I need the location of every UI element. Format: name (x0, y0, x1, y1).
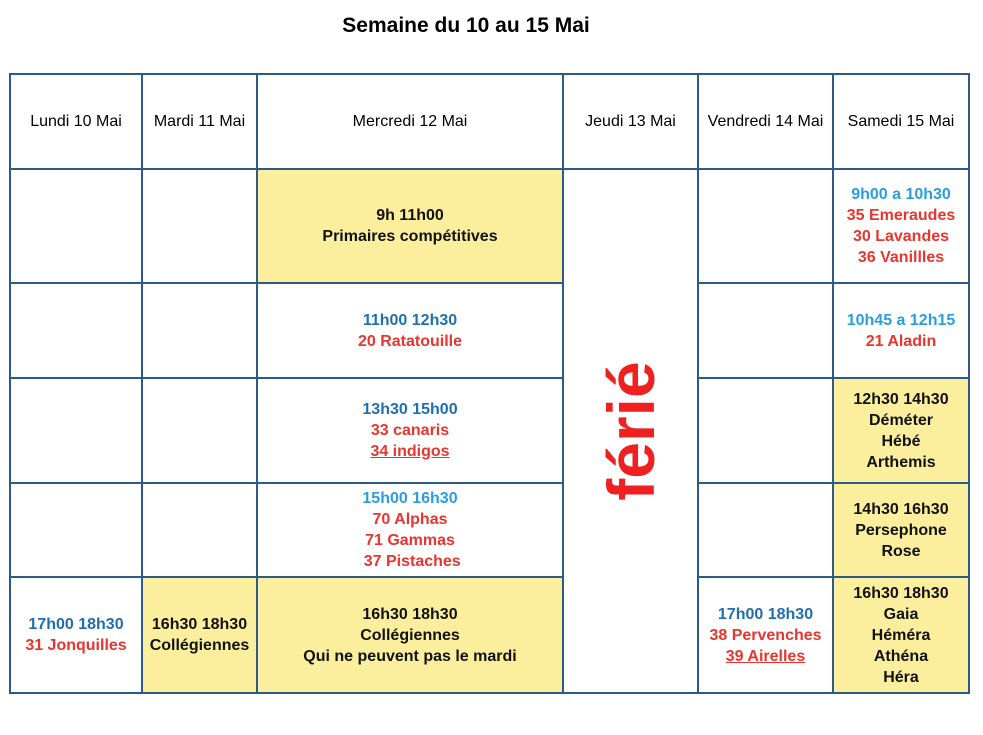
cell-samedi-slot3 (833, 378, 969, 483)
day-header-jeudi: Jeudi 13 Mai (563, 74, 698, 169)
cell-samedi-slot5 (833, 577, 969, 693)
group-name: Collégiennes (149, 637, 250, 654)
group-name: 33 canaris (370, 422, 450, 439)
cell-lundi-slot3 (10, 378, 142, 483)
time-slot: 17h00 18h30 (28, 616, 124, 633)
slot-row-3 (10, 378, 969, 483)
time-slot: 13h30 15h00 (362, 401, 458, 418)
group-name: Primaires compétitives (322, 228, 498, 245)
group-name: Rose (881, 542, 921, 560)
time-slot: 11h00 12h30 (362, 311, 458, 329)
cell-vendredi-slot1 (698, 169, 833, 283)
cell-vendredi-slot3 (698, 378, 833, 483)
group-name: Arthemis (866, 453, 936, 471)
group-name: 31 Jonquilles (25, 637, 127, 654)
holiday-label: férié (593, 361, 668, 501)
group-name: Héméra (871, 626, 931, 644)
group-name: 34 indigos (370, 443, 450, 460)
cell-mercredi-slot5 (257, 577, 563, 693)
cell-lundi-slot1 (10, 169, 142, 283)
group-name: Persephone (855, 521, 947, 539)
time-slot: 16h30 18h30 (151, 616, 248, 633)
cell-samedi-slot2 (833, 283, 969, 378)
group-name: 39 Airelles (725, 647, 806, 665)
cell-jeudi-holiday (563, 169, 698, 693)
group-name: Héra (883, 668, 919, 686)
slot-row-2 (10, 283, 969, 378)
time-slot: 12h30 14h30 (853, 390, 949, 408)
group-name: Collégiennes (360, 626, 460, 644)
group-name: Athéna (873, 647, 929, 665)
group-name: 37 Pistaches (359, 553, 461, 570)
cell-mardi-slot4 (142, 483, 257, 577)
cell-mardi-slot3 (142, 378, 257, 483)
schedule-table (9, 73, 970, 694)
cell-mercredi-slot3 (257, 378, 563, 483)
time-slot: 9h00 a 10h30 (851, 186, 951, 203)
slot-row-5 (10, 577, 969, 693)
time-slot: 16h30 18h30 (853, 584, 949, 602)
group-note: Qui ne peuvent pas le mardi (303, 647, 517, 665)
cell-vendredi-slot4 (698, 483, 833, 577)
cell-mardi-slot2 (142, 283, 257, 378)
group-name: 70 Alphas (372, 511, 448, 528)
day-header-samedi: Samedi 15 Mai (833, 74, 969, 169)
cell-lundi-slot4 (10, 483, 142, 577)
cell-mercredi-slot1 (257, 169, 563, 283)
group-name: 21 Aladin (865, 332, 937, 350)
group-name: 35 Emeraudes (846, 207, 956, 224)
header-row (10, 74, 969, 169)
time-slot: 14h30 16h30 (853, 500, 949, 518)
time-slot: 9h 11h00 (376, 207, 444, 224)
time-slot: 16h30 18h30 (362, 605, 458, 623)
page-title: Semaine du 10 au 15 Mai (342, 14, 590, 37)
group-name: Déméter (868, 411, 934, 429)
slot-row-1 (10, 169, 969, 283)
time-slot: 15h00 16h30 (362, 490, 458, 507)
cell-mercredi-slot2 (257, 283, 563, 378)
cell-mercredi-slot4 (257, 483, 563, 577)
group-name: 71 Gammas (365, 532, 455, 549)
day-header-mardi: Mardi 11 Mai (142, 74, 257, 169)
slot-row-4 (10, 483, 969, 577)
group-name: 20 Ratatouille (357, 332, 463, 350)
group-name: 36 Vanillles (857, 249, 945, 266)
group-name: Gaia (883, 605, 919, 623)
cell-vendredi-slot5 (698, 577, 833, 693)
cell-samedi-slot1 (833, 169, 969, 283)
group-name: 38 Pervenches (709, 626, 822, 644)
day-header-mercredi: Mercredi 12 Mai (257, 74, 563, 169)
cell-lundi-slot5 (10, 577, 142, 693)
cell-samedi-slot4 (833, 483, 969, 577)
group-name: Hébé (881, 432, 921, 450)
day-header-lundi: Lundi 10 Mai (10, 74, 142, 169)
cell-vendredi-slot2 (698, 283, 833, 378)
time-slot: 10h45 a 12h15 (846, 311, 956, 329)
cell-mardi-slot5 (142, 577, 257, 693)
time-slot: 17h00 18h30 (717, 605, 814, 623)
cell-lundi-slot2 (10, 283, 142, 378)
group-name: 30 Lavandes (852, 228, 950, 245)
day-header-vendredi: Vendredi 14 Mai (698, 74, 833, 169)
cell-mardi-slot1 (142, 169, 257, 283)
